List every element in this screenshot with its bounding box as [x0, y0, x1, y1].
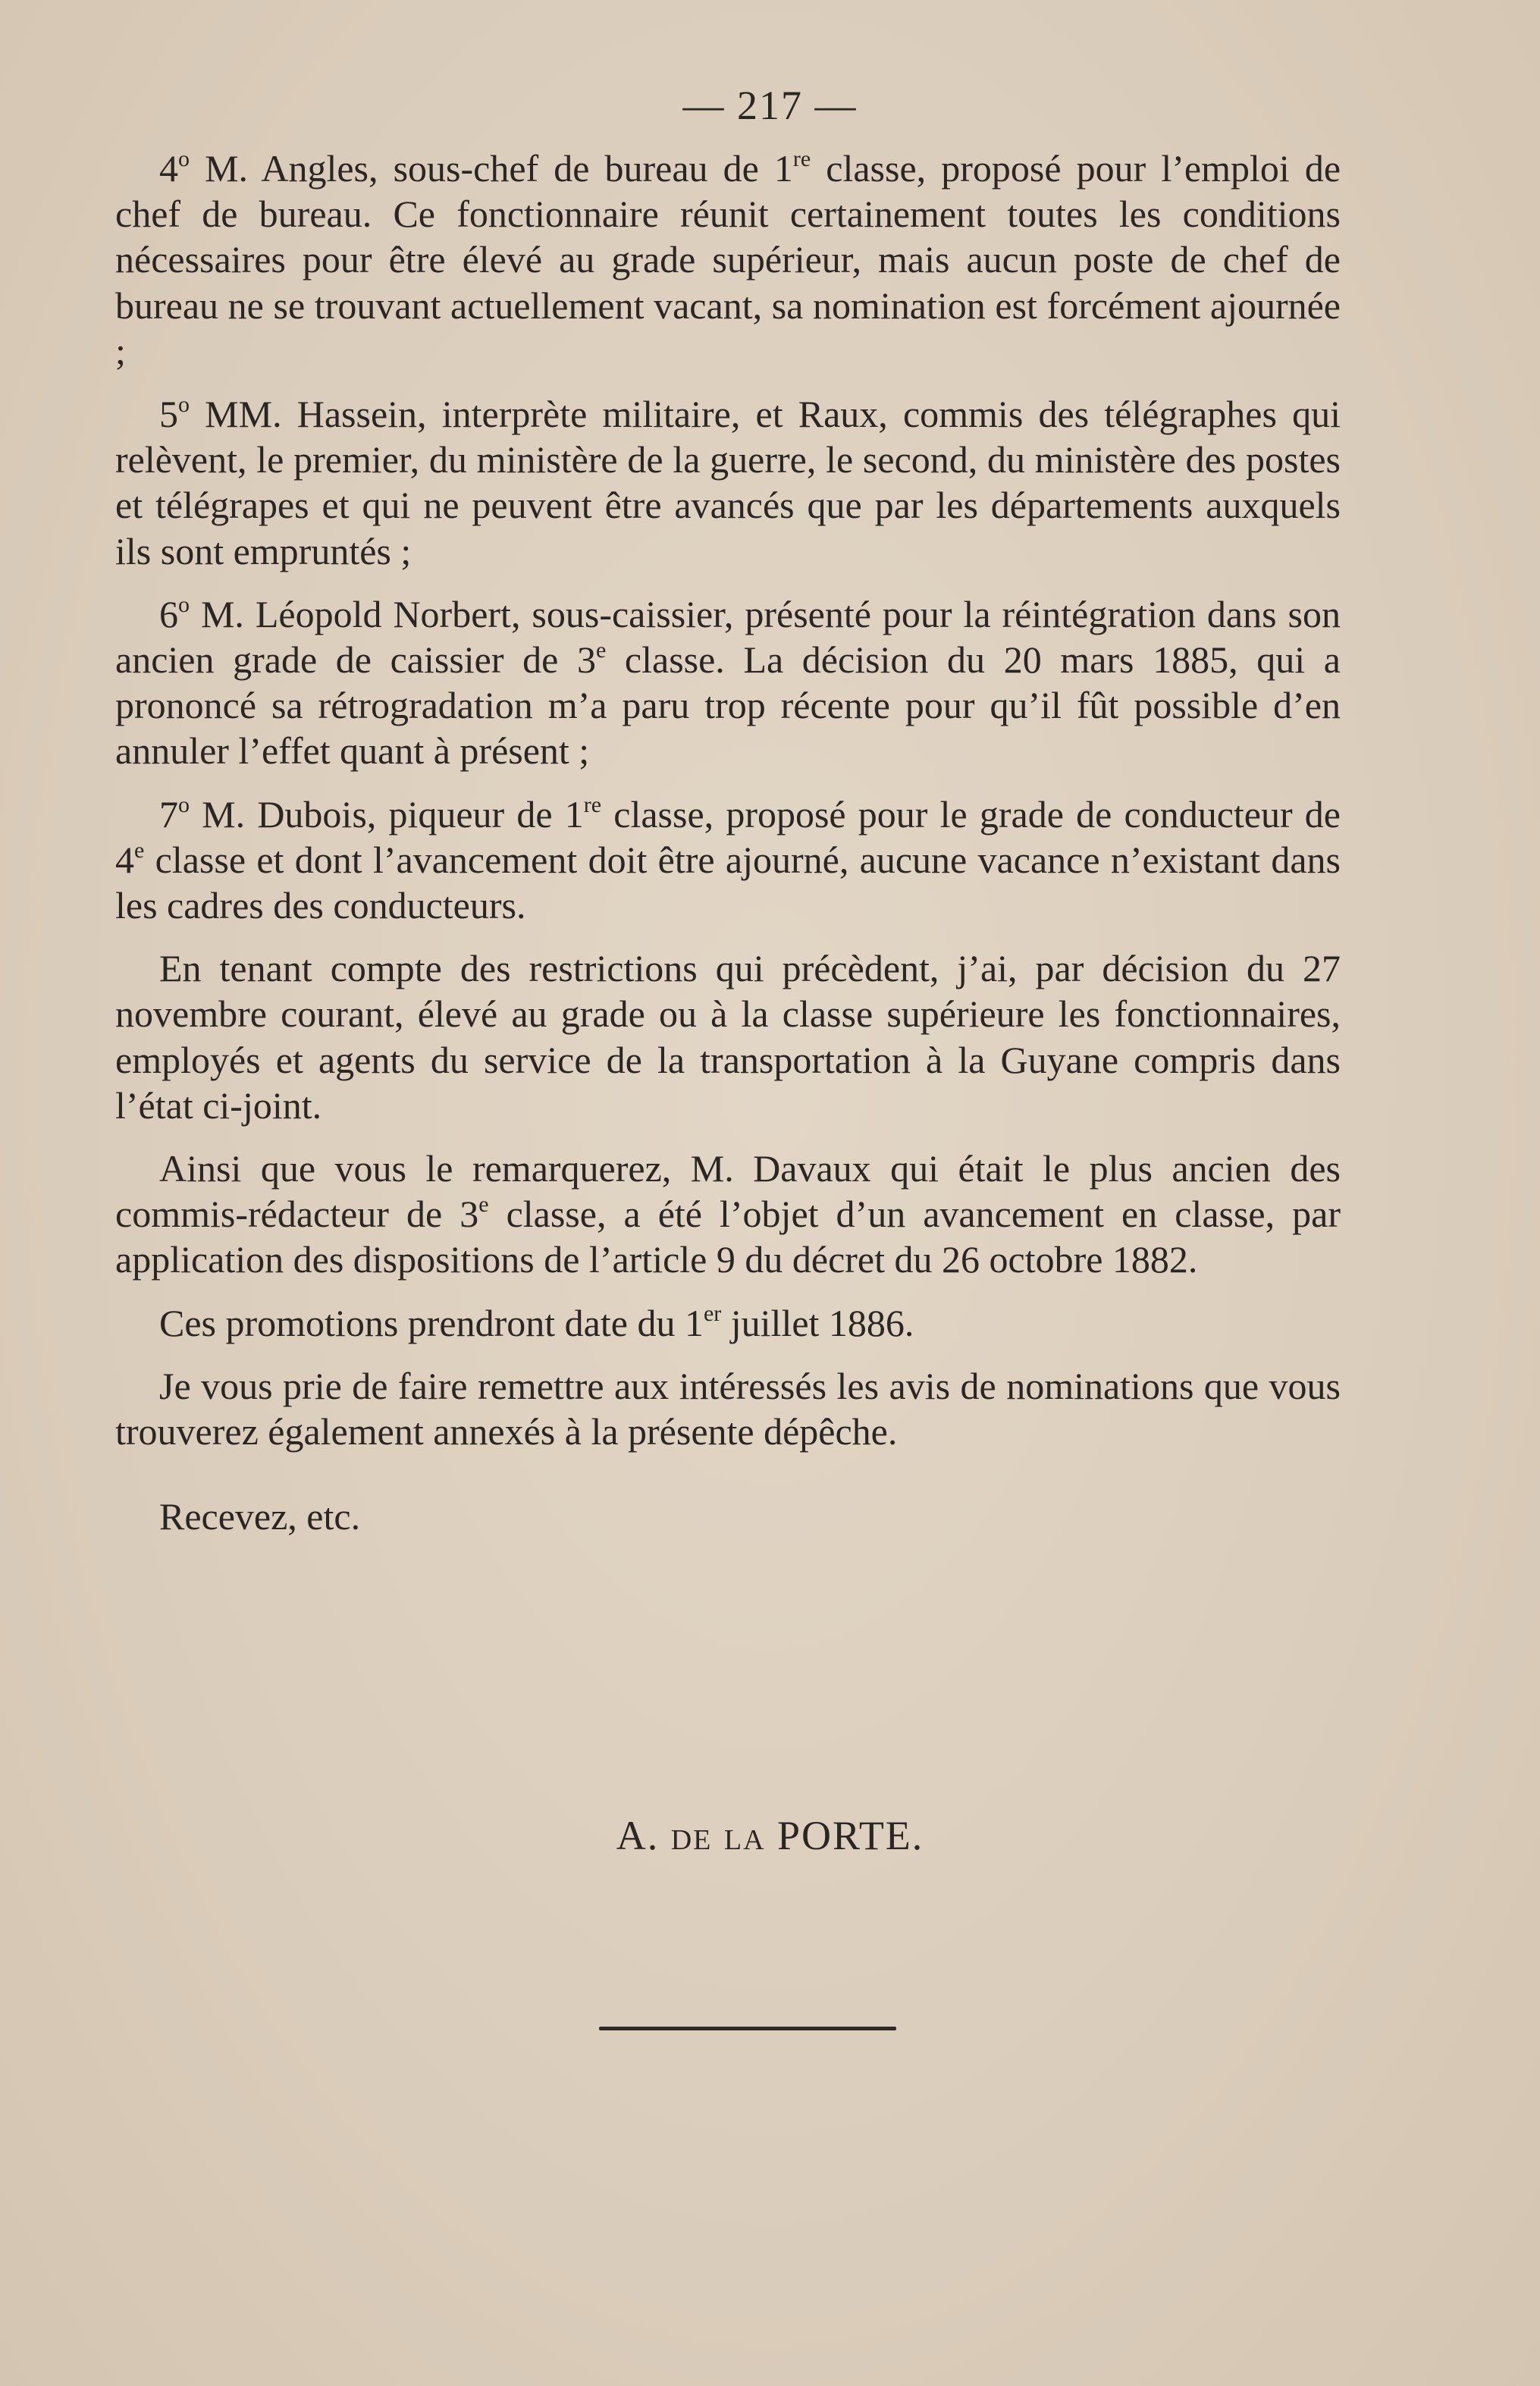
paragraph-text: classe, proposé pour le grade de conducteur de 4: [115, 792, 1341, 881]
ordinal-mark: o: [178, 146, 190, 171]
paragraph-item-4: [115, 146, 1341, 374]
paragraph-text: classe et dont l’avancement doit être ajourné, aucune vacance n’existant dans les cadres des conducteurs.: [115, 838, 1341, 927]
superscript: e: [478, 1192, 489, 1218]
item-number: 4: [159, 147, 178, 190]
paragraph-text: classe, a été l’objet d’un avancement en classe, par application des dispositions de l’article 9 du décret du 26 octobre 1882.: [115, 1193, 1341, 1281]
ordinal-mark: o: [178, 591, 190, 617]
item-number: 5: [159, 393, 178, 436]
page-number: — 217 —: [682, 83, 858, 128]
paragraph-promotions-date: [115, 1300, 1341, 1346]
paragraph-item-5: [115, 391, 1341, 574]
paragraph-text: M. Léopold Norbert, sous-caissier, présenté pour la réintégration dans son ancien grade de caissier de 3: [115, 592, 1341, 682]
paragraph-item-7: [115, 792, 1341, 929]
paragraph-text: MM. Hassein, interprète militaire, et Raux, commis des télégraphes qui relèvent, le premier, du ministère de la guerre, le second, du ministère des postes et télégrapes et qui ne peuvent être avancés que par les départements auxquels ils sont empruntés ;: [115, 393, 1341, 572]
ordinal-mark: o: [178, 792, 190, 817]
body-text: [115, 146, 1341, 1557]
paragraph-text: M. Dubois, piqueur de 1: [190, 792, 584, 836]
superscript: re: [583, 792, 602, 817]
paragraph-item-6: [115, 591, 1341, 774]
signature-particle-de: DE: [670, 1824, 713, 1856]
paragraph-text: classe. La décision du 20 mars 1885, qui a prononcé sa rétrogradation m’a paru trop récente pour qu’il fût possible d’en annuler l’effet quant à présent ;: [115, 638, 1341, 773]
closing-formula: Recevez, etc.: [159, 1495, 361, 1538]
superscript: e: [595, 638, 607, 663]
item-number: 6: [159, 592, 178, 635]
signature-initial: A.: [616, 1813, 660, 1858]
superscript: re: [792, 146, 811, 171]
paragraph-text: Ainsi que vous le remarquerez, M. Davaux qui était le plus ancien des commis-rédacteur de 3: [115, 1147, 1341, 1236]
paragraph-restrictions: En tenant compte des restrictions qui précèdent, j’ai, par décision du 27 novembre courant, élevé au grade ou à la classe supérieure les fonctionnaires, employés et agents du service de la transportation à la Guyane compris dans l’état ci-joint.: [115, 947, 1341, 1127]
signature-surname: PORTE.: [777, 1813, 924, 1858]
paragraph-text: classe, proposé pour l’emploi de chef de bureau. Ce fonctionnaire réunit certainement toutes les conditions nécessaires pour être élevé au grade supérieur, mais aucun poste de chef de bureau ne se trouvant actuellement vacant, sa nomination est forcément ajournée ;: [115, 147, 1341, 372]
closing-rule: [599, 2027, 896, 2030]
superscript: er: [703, 1300, 722, 1326]
paragraph-davaux: [115, 1146, 1341, 1283]
paragraph-text: Ces promotions prendront date du 1: [159, 1301, 704, 1344]
paragraph-text: juillet 1886.: [721, 1301, 914, 1344]
paragraph-request: Je vous prie de faire remettre aux intéressés les avis de nominations que vous trouverez également annexés à la présente dépêche.: [115, 1364, 1341, 1453]
signature: [0, 1812, 1540, 1859]
item-number: 7: [159, 792, 178, 836]
ordinal-mark: o: [178, 392, 190, 418]
signature-particle-la: LA: [723, 1824, 766, 1856]
superscript: e: [134, 837, 145, 863]
paragraph-text: M. Angles, sous-chef de bureau de 1: [190, 147, 793, 190]
